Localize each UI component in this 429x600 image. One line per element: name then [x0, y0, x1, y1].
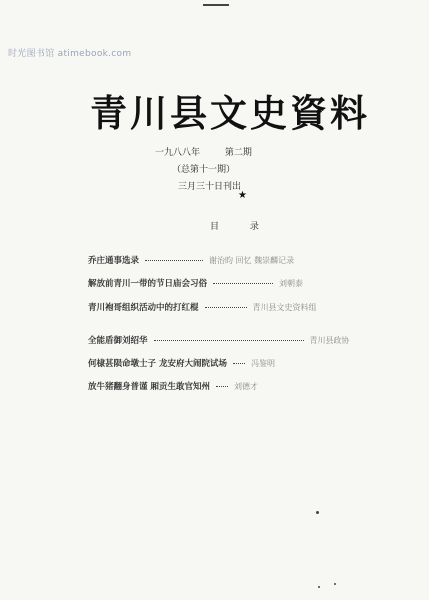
toc-entry-author: 刘德才 — [233, 381, 258, 391]
toc-leader-dots — [154, 339, 304, 341]
toc-leader-dots — [233, 362, 245, 364]
toc-entry-author: 刘朝泰 — [279, 278, 304, 288]
issue-year: 一九八八年 — [155, 148, 201, 158]
toc-entry-author: 冯鉴明 — [250, 358, 275, 368]
toc-entry — [88, 356, 388, 370]
publication-title: 青川县文史資料 — [90, 91, 370, 135]
toc-entry-title: 何棣甚陨命墩士子 龙安府大闹院试场 — [88, 359, 227, 369]
toc-heading: 目 录 — [210, 222, 273, 232]
toc-entry-author: 谢治昀 回忆 魏崇麟记录 — [209, 255, 295, 265]
scan-speck — [316, 511, 319, 514]
toc-leader-dots — [213, 282, 273, 284]
toc-entry-title: 青川袍哥组织活动中的打红棍 — [88, 303, 199, 313]
toc-entry-title: 乔庄通事选录 — [88, 256, 140, 266]
toc-entry-title: 放牛猪翻身普谨 厢贡生敢官知州 — [88, 382, 210, 392]
toc-entry-title: 全能盾御刘绍华 — [88, 336, 148, 346]
toc-entry-author: 青川县政协 — [309, 335, 350, 345]
star-icon: ★ — [238, 190, 247, 201]
total-issue-number: （总第十一期） — [172, 165, 236, 175]
toc-entry — [88, 333, 388, 347]
toc-entry-title: 解放前青川一带的节日庙会习俗 — [88, 279, 208, 289]
scan-speck — [334, 583, 336, 585]
toc-entry — [88, 300, 388, 314]
publication-date: 三月三十日刊出 — [178, 182, 242, 192]
scan-speck — [318, 586, 320, 588]
toc-entry — [88, 379, 388, 393]
toc-leader-dots — [216, 385, 228, 387]
issue-number: 第二期 — [224, 148, 252, 158]
toc-entry — [88, 276, 388, 290]
toc-leader-dots — [205, 306, 247, 308]
toc-entry — [88, 253, 388, 267]
watermark: 时光图书馆 atimebook.com — [8, 49, 132, 59]
toc-entry-author: 青川县文史资料组 — [252, 302, 317, 312]
toc-leader-dots — [145, 259, 203, 261]
